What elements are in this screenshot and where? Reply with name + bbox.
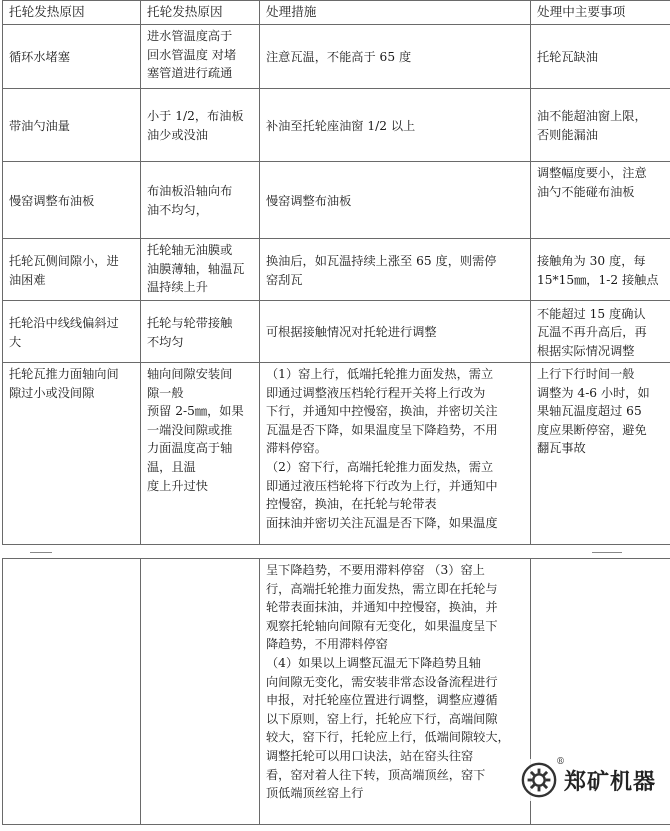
- cell-measures: 慢窑调整布油板: [260, 162, 531, 239]
- cell-cause: 托轮瓦侧间隙小，进 油困难: [3, 239, 141, 301]
- header-measures: 处理措施: [260, 1, 531, 25]
- header-cause: 托轮发热原因: [3, 1, 141, 25]
- cause-treatment-table: [2, 0, 670, 545]
- cell-notes: 调整幅度要小，注意 油勺不能碰布油板: [531, 162, 670, 239]
- table-row: [3, 301, 670, 363]
- cell-cause: 托轮瓦推力面轴向间 隙过小或没间隙: [3, 363, 141, 545]
- cell-measures: 呈下降趋势，不要用滞料停窑 （3）窑上 行，高端托轮推力面发热，需立即在托轮与 轮带表面抹油，并通知中控慢窑，换油，并 观察托轮轴向间隙有无变化，如果温度呈下 降趋势，不用滞料停窑 （4）如果以上调整瓦温无下降趋势且轴 向间隙无变化，需安装非常态设备流程进行 申报，对托轮座位置进行调整，调整应遵循 以下原则，窑上行，托轮应下行，高端间隙 较大，窑下行，托轮应上行，低端间隙较大， 调整托轮可以用口诀法，站在窑头往窑 看，窑对着人往下转，顶高端顶丝，窑下 顶低端顶丝窑上行: [260, 559, 531, 825]
- table-row: [3, 89, 670, 162]
- cell-notes: 托轮瓦缺油: [531, 25, 670, 89]
- header-notes: 处理中主要事项: [531, 1, 670, 25]
- cell-notes: 不能超过 15 度确认 瓦温不再升高后，再 根据实际情况调整: [531, 301, 670, 363]
- table-row: [3, 162, 670, 239]
- cell-cause: 带油勺油量: [3, 89, 141, 162]
- cell-notes: 油不能超油窗上限， 否则能漏油: [531, 89, 670, 162]
- cell-measures: （1）窑上行，低端托轮推力面发热，需立 即通过调整液压档轮行程开关将上行改为 下行，并通知中控慢窑，换油，并密切关注 瓦温是否下降，如果温度呈下降趋势，不用 滞料停窑。 （2）窑下行，高端托轮推力面发热，需立 即通过液压档轮将下行改为上行，并通知中 控慢窑，换油，在托轮与轮带表 面抹油并密切关注瓦温是否下降，如果温度: [260, 363, 531, 545]
- cell-measures: 补油至托轮座油窗 1/2 以上: [260, 89, 531, 162]
- watermark-text: 郑矿机器: [563, 769, 656, 795]
- header-cause-detail: 托轮发热原因: [141, 1, 260, 25]
- cell-notes: 上行下行时间一般 调整为 4-6 小时，如 果轴瓦温度超过 65 度应果断停窑，避免 翻瓦事故: [531, 363, 670, 545]
- watermark-logo: [516, 759, 660, 801]
- cell-cause-detail: [141, 559, 260, 825]
- registered-mark: ®: [555, 757, 565, 767]
- cell-cause-detail: 小于 1/2，布油板 油少或没油: [141, 89, 260, 162]
- cell-cause: [3, 559, 141, 825]
- cell-cause-detail: 轴向间隙安装间 隙一般 预留 2-5㎜，如果 一端没间隙或推 力面温度高于轴 温，且温 度上升过快: [141, 363, 260, 545]
- cell-cause-detail: 进水管温度高于 回水管温度 对堵 塞管道进行疏通: [141, 25, 260, 89]
- cell-measures: 换油后，如瓦温持续上涨至 65 度，则需停 窑刮瓦: [260, 239, 531, 301]
- cell-cause-detail: 布油板沿轴向布 油不均匀，: [141, 162, 260, 239]
- cell-notes: 接触角为 30 度，每 15*15㎜，1-2 接触点: [531, 239, 670, 301]
- cell-cause-detail: 托轮与轮带接触 不均匀: [141, 301, 260, 363]
- cell-cause-detail: 托轮轴无油膜或 油膜薄轴，轴温瓦 温持续上升: [141, 239, 260, 301]
- page-break-mark: [30, 552, 52, 553]
- page-break-mark: [592, 552, 622, 553]
- gear-chat-icon: [520, 761, 558, 799]
- cell-cause: 循环水堵塞: [3, 25, 141, 89]
- cell-cause: 慢窑调整布油板: [3, 162, 141, 239]
- table-row: [3, 239, 670, 301]
- table-header-row: [3, 1, 670, 25]
- table-row: [3, 25, 670, 89]
- cell-measures: 可根据接触情况对托轮进行调整: [260, 301, 531, 363]
- table-row: [3, 363, 670, 545]
- cell-cause: 托轮沿中线线偏斜过 大: [3, 301, 141, 363]
- cell-measures: 注意瓦温，不能高于 65 度: [260, 25, 531, 89]
